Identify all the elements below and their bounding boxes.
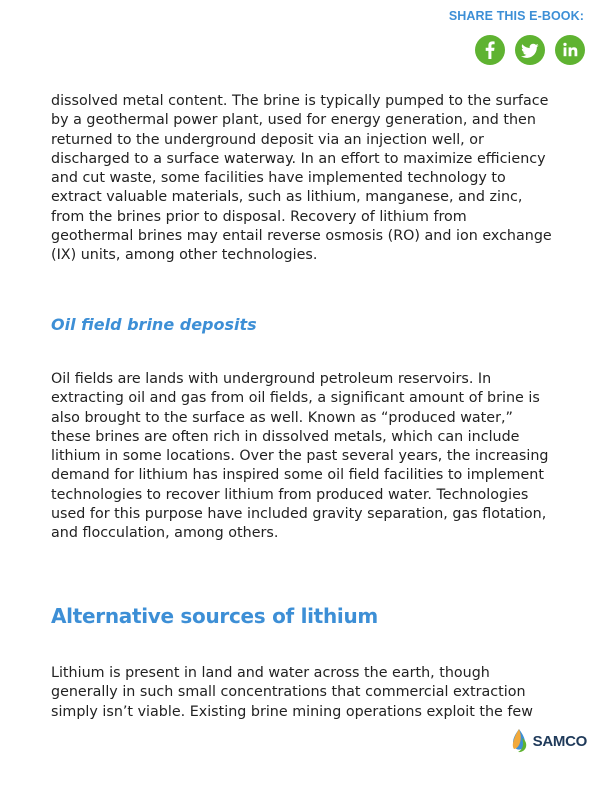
facebook-icon[interactable] <box>475 35 505 65</box>
subheading-oil-field-brine: Oil field brine deposits <box>51 315 257 334</box>
share-icons-group <box>475 35 585 65</box>
linkedin-icon[interactable] <box>555 35 585 65</box>
samco-logo <box>510 728 587 754</box>
body-paragraph-geothermal: dissolved metal content. The brine is typically pumped to the surface by a geothermal power plant, used for energy generation, and then returned to the underground deposit via an injection well, or discharged to a surface waterway. In an effort to maximize efficiency and cut waste, some facilities have implemented technology to extract valuable materials, such as lithium, manganese, and zinc, from the brines prior to disposal. Recovery of lithium from geothermal brines may entail reverse osmosis (RO) and ion exchange (IX) units, among other technologies. <box>51 93 552 264</box>
body-paragraph-oil-fields: Oil fields are lands with underground petroleum reservoirs. In extracting oil and gas from oil fields, a significant amount of brine is also brought to the surface as well. Known as “produced water,” these brines are often rich in dissolved metals, which can include lithium in some locations. Over the past several years, the increasing demand for lithium has inspired some oil field facilities to implement technologies to recover lithium from produced water. Technologies used for this purpose have included gravity separation, gas flotation, and flocculation, among others. <box>51 371 549 542</box>
body-paragraph-lithium-sources: Lithium is present in land and water across the earth, though generally in such small concentrations that commercial extraction simply isn’t viable. Existing brine mining operations exploit the few <box>51 665 533 720</box>
twitter-icon[interactable] <box>515 35 545 65</box>
samco-logo-mark-icon <box>510 728 530 754</box>
share-ebook-label: SHARE THIS E-BOOK: <box>448 9 584 23</box>
samco-logo-text: SAMCO <box>532 732 587 750</box>
heading-alternative-sources: Alternative sources of lithium <box>51 604 378 628</box>
